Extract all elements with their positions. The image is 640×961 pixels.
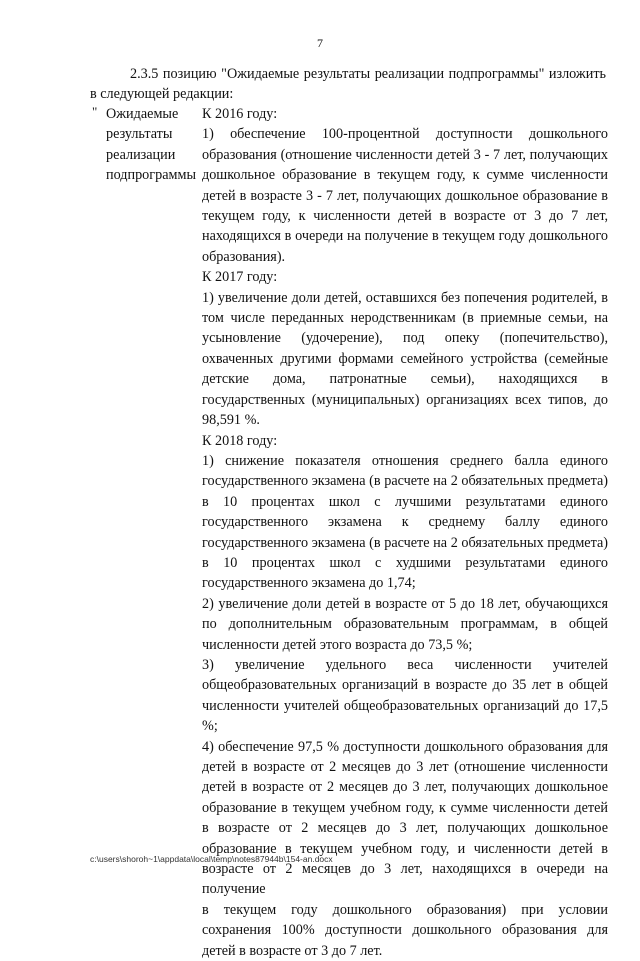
result-item-2018-4: 4) обеспечение 97,5 % доступности дошкольного образования для детей в возрасте от 2 месяцев до 3 лет (отношение численности детей в возрасте от 2 месяцев до 3 лет, получающих дошкольное образование в текущем учебном году, к сумме численности детей в возрасте от 2 месяцев до 3 лет, получающих дошкольное образование в текущем учебном году, и численности детей в возрасте от 2 месяцев до 3 лет, находящихся в очереди на получение xyxy=(202,738,608,898)
result-item-2017-1: 1) увеличение доли детей, оставшихся без попечения родителей, в том числе переданных неродственникам (в приемные семьи, на усыновление (удочерение), под опеку (попечительство), охваченных другими формами семейного устройства (семейные детские дома, патронатные семьи), находящихся в государственных (муниципальных) организациях всех типов, до 98,591 %. xyxy=(202,289,608,429)
file-path-footer: c:\users\shoroh~1\appdata\local\temp\notes87944b\154-an.docx xyxy=(90,854,333,864)
result-item-2018-1: 1) снижение показателя отношения среднего балла единого государственного экзамена (в расчете на 2 обязательных предмета) в 10 процентах школ с лучшими результатами единого государственного экзамена к среднему баллу единого государственного экзамена (в расчете на 2 обязательных предмета) в 10 процентах школ с худшими результатами единого государственного экзамена до 1,74; xyxy=(202,452,608,592)
result-item-2018-2: 2) увеличение доли детей в возрасте от 5 до 18 лет, обучающихся по дополнительным образовательным программам, в общей численности детей этого возраста до 73,5 %; xyxy=(202,595,608,653)
result-item-2018-3: 3) увеличение удельного веса численности учителей общеобразовательных организаций в возрасте до 35 лет в общей численности учителей общеобразовательных организаций до 17,5 %; xyxy=(202,656,608,735)
expected-results-column xyxy=(202,104,608,961)
year-heading-2017: К 2017 году: xyxy=(202,269,278,286)
position-label: Ожидаемые результаты реализации подпрограммы xyxy=(106,106,196,184)
opening-quote-mark: " xyxy=(92,104,98,119)
year-heading-2018: К 2018 году: xyxy=(202,432,278,449)
page-number: 7 xyxy=(317,36,323,50)
result-item-2018-4-continued: в текущем году дошкольного образования) при условии сохранения 100% доступности дошкольного образования для детей в возрасте от 3 до 7 лет. xyxy=(202,901,608,959)
year-heading-2016: К 2016 году: xyxy=(202,106,278,122)
result-item-2016-1: 1) обеспечение 100-процентной доступности дошкольного образования (отношение численности детей 3 - 7 лет, получающих дошкольное образование в текущем году, к сумме численности детей в возрасте 3 - 7 лет, получающих дошкольное образование в текущем году, к численности детей в возрасте от 3 до 7 лет, находящихся в очереди на получение в текущем году дошкольного образования). xyxy=(202,126,608,265)
intro-paragraph: 2.3.5 позицию "Ожидаемые результаты реализации подпрограммы" изложить в следующей редакции: xyxy=(90,66,606,103)
